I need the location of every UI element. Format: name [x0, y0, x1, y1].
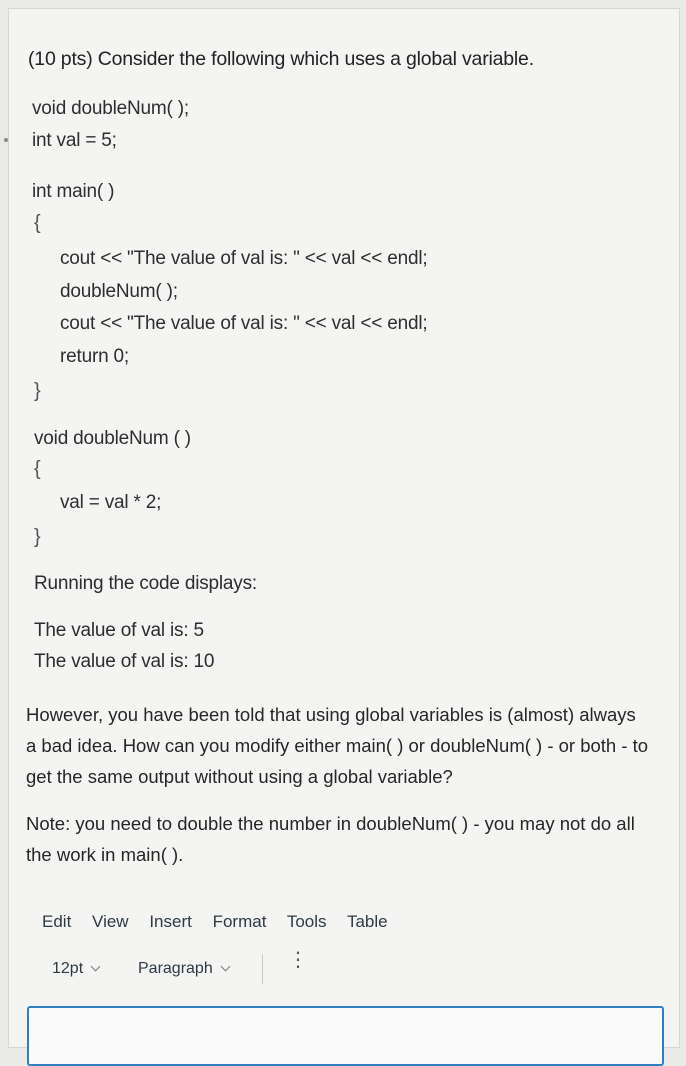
code-line-assignment: val = val * 2;	[60, 492, 162, 513]
code-close-brace-function: }	[34, 526, 41, 548]
bullet-mark	[4, 138, 8, 142]
code-line-call: doubleNum( );	[60, 281, 178, 302]
answer-editor[interactable]	[27, 1006, 664, 1066]
code-open-brace-function: {	[34, 458, 41, 480]
code-open-brace-main: {	[34, 212, 41, 234]
block-format-value: Paragraph	[138, 960, 213, 977]
menu-insert[interactable]: Insert	[149, 912, 192, 931]
font-size-select[interactable]	[52, 960, 99, 978]
output-line-2: The value of val is: 10	[34, 651, 215, 672]
chevron-down-icon	[91, 962, 101, 972]
output-intro: Running the code displays:	[34, 573, 257, 594]
menu-edit[interactable]: Edit	[42, 912, 72, 931]
code-line-cout-2: cout << "The value of val is: " << val << endl;	[60, 313, 428, 334]
code-line-cout-1: cout << "The value of val is: " << val << endl;	[60, 248, 428, 269]
font-size-value: 12pt	[52, 960, 84, 977]
code-line-return: return 0;	[60, 346, 129, 367]
vertical-ellipsis-icon[interactable]: ⋮	[288, 949, 308, 971]
chevron-down-icon	[220, 962, 230, 972]
code-close-brace-main: }	[34, 380, 41, 402]
code-line-declaration: void doubleNum( );	[32, 98, 189, 119]
output-line-1: The value of val is: 5	[34, 620, 204, 641]
menu-table[interactable]: Table	[346, 912, 388, 931]
note-paragraph: Note: you need to double the number in doubleNum( ) - you may not do all the work in main( ).	[26, 813, 635, 865]
code-line-global-var: int val = 5;	[32, 130, 117, 151]
menu-format[interactable]: Format	[212, 912, 267, 931]
toolbar-divider	[262, 954, 263, 984]
prompt-paragraph: However, you have been told that using global variables is (almost) always a bad idea. How can you modify either main( ) or doubleNum( ) - or both - to get the same output without using a global variable?	[26, 704, 649, 787]
editor-menubar	[42, 912, 404, 932]
menu-tools[interactable]: Tools	[286, 912, 327, 931]
menu-view[interactable]: View	[92, 912, 129, 931]
question-title: (10 pts) Consider the following which uses a global variable.	[28, 48, 534, 70]
block-format-select[interactable]	[138, 960, 229, 978]
code-line-function-signature: void doubleNum ( )	[34, 428, 191, 449]
code-line-main-signature: int main( )	[32, 181, 115, 202]
question-card	[8, 8, 680, 1048]
